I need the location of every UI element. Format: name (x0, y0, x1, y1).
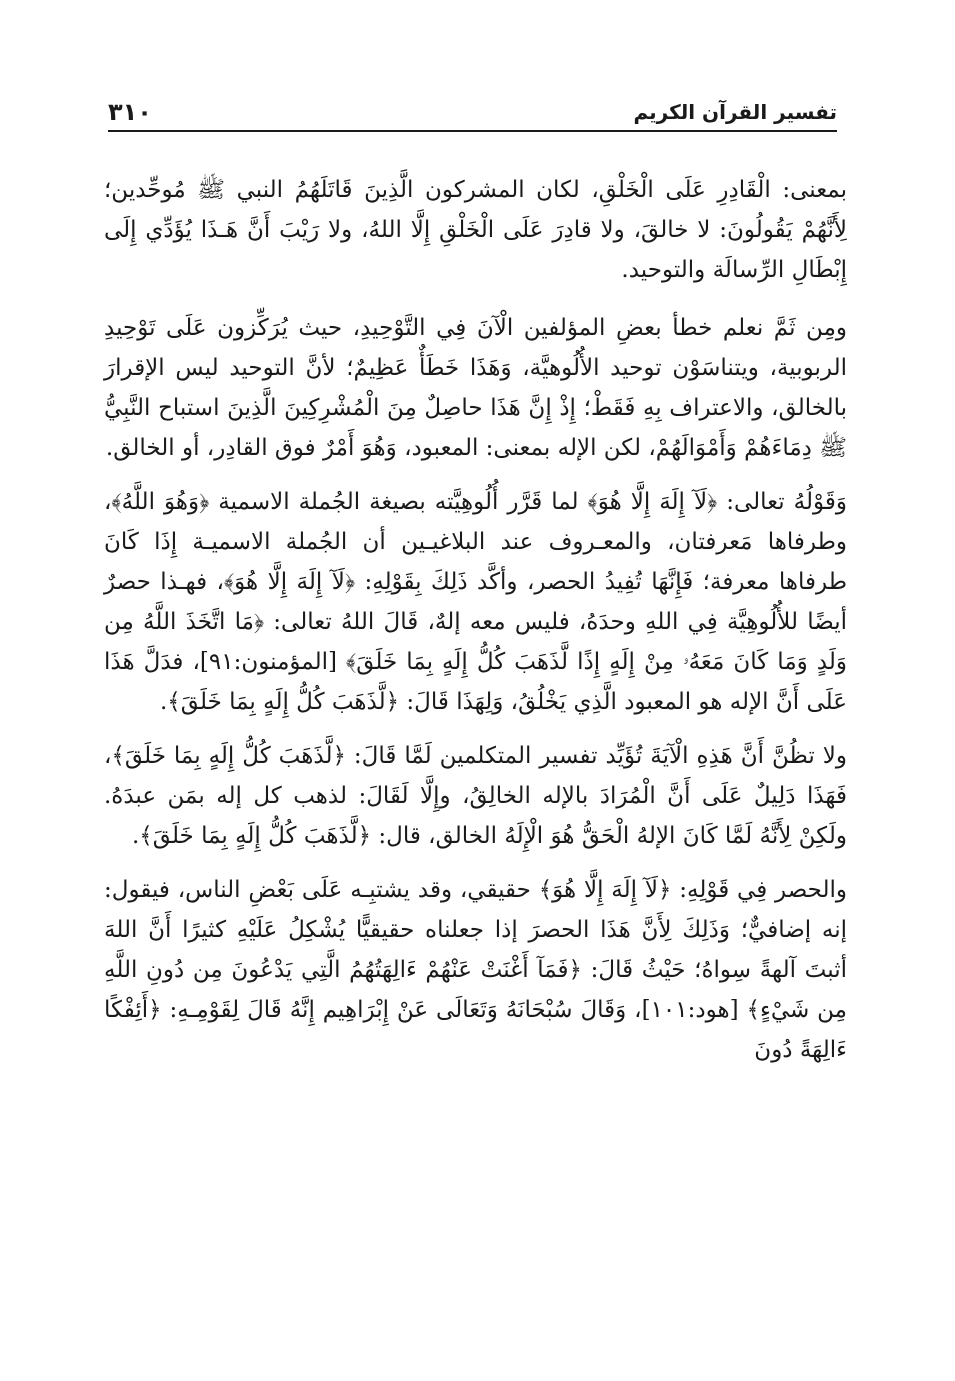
book-title: تفسير القرآن الكريم (633, 100, 837, 124)
paragraph: بمعنى: الْقَادِرِ عَلَى الْخَلْقِ، لكان المشركون الَّذِينَ قَاتَلَهُمُ النبي ﷺ مُوحِّدين؛ لِأَنَّهُمْ يَقُولُونَ: لا خالقَ، ولا قادِرَ عَلَى الْخَلْقِ إِلَّا اللهُ، ولا رَيْبَ أَنَّ هَـذَا يُؤَدِّي إِلَى إِبْطَالِ الرِّسالَة والتوحيد. (104, 177, 847, 283)
paragraph: والحصر فِي قَوْلِهِ: ﴿لَآ إِلَهَ إِلَّا هُوَ﴾ حقيقي، وقد يشتبِـه عَلَى بَعْضِ الناس، فيقول: إنه إضافيٌّ؛ وَذَلِكَ لِأَنَّ هَذَا الحصرَ إذا جعلناه حقيقيًّا يُشْكِلُ عَلَيْهِ كثيرًا أَنَّ اللهَ أثبتَ آلهةً سِواهُ؛ حَيْثُ قَالَ: ﴿فَمَآ أَغْنَتْ عَنْهُمْ ءَالِهَتُهُمُ الَّتِي يَدْعُونَ مِن دُونِ اللَّهِ مِن شَيْءٍ﴾ [هود:١٠١]، وَقَالَ سُبْحَانَهُ وَتَعَالَى عَنْ إِبْرَاهِيم إِنَّهُ قَالَ لِقَوْمِـهِ: ﴿أَئِفْكًا ءَالِهَةً دُونَ (104, 877, 847, 1063)
paragraph: وَقَوْلُهُ تعالى: ﴿لَآ إِلَهَ إِلَّا هُوَ﴾ لما قَرَّر أُلُوهِيَّته بصيغة الجُملة الاسمية ﴿وَهُوَ اللَّهُ﴾، وطرفاها مَعرفتان، والمعـروف عند البلاغيـين أن الجُملة الاسميـة إِذَا كَانَ طرفاها معرفة؛ فَإِنَّهَا تُفِيدُ الحصر، وأكَّد ذَلِكَ بِقَوْلِهِ: ﴿لَآ إِلَهَ إِلَّا هُوَ﴾، فهـذا حصرٌ أيضًا للأُلُوهِيَّة فِي اللهِ وحدَهُ، فليس معه إلهٌ، قَالَ اللهُ تعالى: ﴿مَا اتَّخَذَ اللَّهُ مِن وَلَدٍ وَمَا كَانَ مَعَهُۥ مِنْ إِلَهٍ إِذًا لَّذَهَبَ كُلُّ إِلَهٍ بِمَا خَلَقَ﴾ [المؤمنون:٩١]، فدَلَّ هَذَا عَلَى أَنَّ الإله هو المعبود الَّذِي يَخْلُقُ، وَلِهَذَا قَالَ: ﴿لَّذَهَبَ كُلُّ إِلَهٍ بِمَا خَلَقَ﴾. (104, 489, 847, 715)
paragraph: ولا تظُنَّ أَنَّ هَذِهِ الْآيَةَ تُؤَيِّد تفسير المتكلمين لَمَّا قَالَ: ﴿لَّذَهَبَ كُلُّ إِلَهٍ بِمَا خَلَقَ﴾، فَهَذَا دَلِيلٌ عَلَى أَنَّ الْمُرَادَ بالإله الخالِقُ، وإِلَّا لَقَالَ: لذهب كل إله بمَن عبدَهُ. ولَكِنْ لِأَنَّهُ لَمَّا كَانَ الإلهُ الْحَقُّ هُوَ الْإِلَهُ الخالق، قال: ﴿لَّذَهَبَ كُلُّ إِلَهٍ بِمَا خَلَقَ﴾. (104, 743, 847, 849)
body-text (104, 170, 847, 1084)
page-number: ٣١٠ (108, 98, 152, 126)
paragraph: ومِن ثَمَّ نعلم خطأ بعضِ المؤلفين الْآنَ فِي التَّوْحِيدِ، حيث يُرَكِّزون عَلَى تَوْحِيدِ الربوبية، ويتناسَوْن توحيد الأُلُوهيَّة، وَهَذَا خَطَأٌ عَظِيمٌ؛ لأنَّ التوحيد ليس الإقرارَ بالخالق، والاعتراف بِهِ فَقَطْ؛ إِذْ إِنَّ هَذَا حاصِلٌ مِنَ الْمُشْرِكِينَ الَّذِينَ استباح النَّبِيُّ ﷺ دِمَاءَهُمْ وَأَمْوَالَهُمْ، لكن الإله بمعنى: المعبود، وَهُوَ أَمْرٌ فوق القادِر، أو الخالق. (104, 315, 847, 461)
page-header (108, 88, 837, 132)
